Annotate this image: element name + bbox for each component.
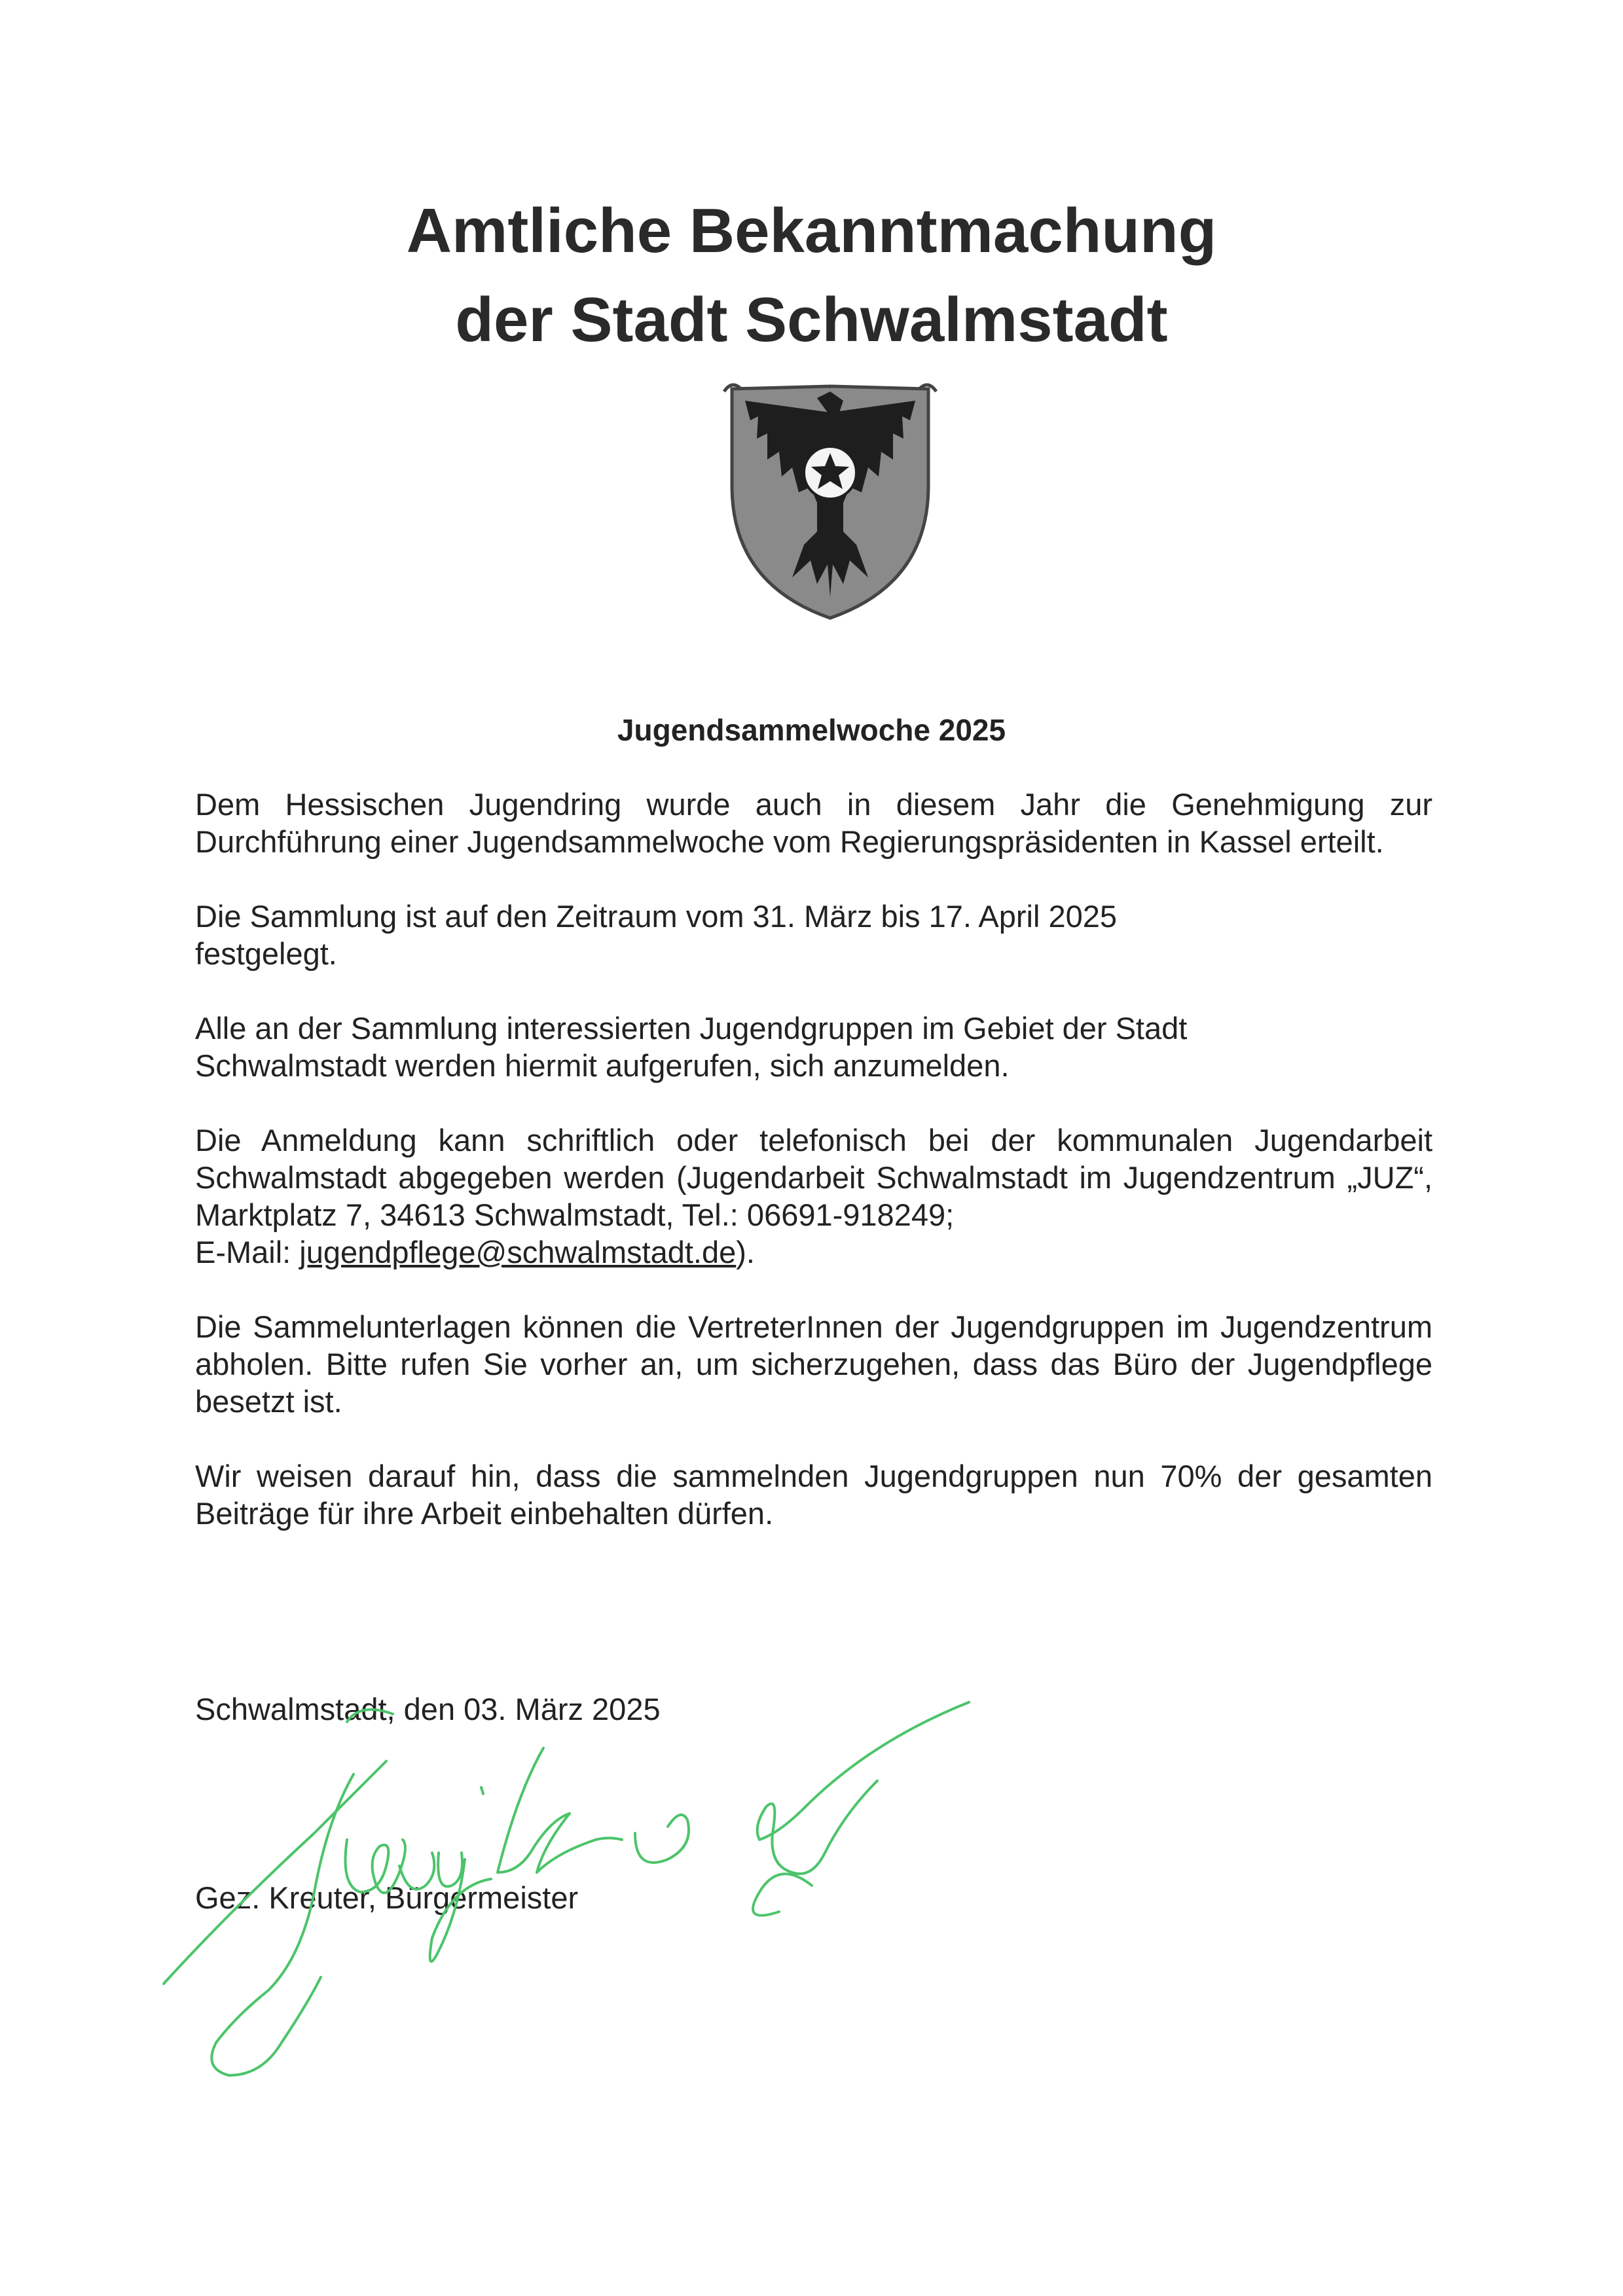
paragraph-registration (195, 1121, 1432, 1271)
paragraph-materials: Die Sammelunterlagen können die VertreterInnen der Jugendgruppen im Jugendzentrum abholen. Bitte rufen Sie vorher an, um sicherzugehen, dass das Büro der Jugendpflege besetzt ist. (195, 1309, 1432, 1419)
signatory: Gez. Kreuter, Bürgermeister (195, 1880, 579, 1915)
paragraph-call-line-2: Schwalmstadt werden hiermit aufgerufen, sich anzumelden. (195, 1048, 1010, 1083)
paragraph-period-line-2: festgelegt. (195, 936, 337, 971)
handwritten-signature (151, 1676, 989, 2082)
email-suffix: ). (736, 1235, 755, 1269)
paragraph-call (195, 1010, 1432, 1084)
paragraph-call-line-1: Alle an der Sammlung interessierten Jugendgruppen im Gebiet der Stadt (195, 1011, 1188, 1046)
paragraph-permission: Dem Hessischen Jugendring wurde auch in diesem Jahr die Genehmigung zur Durchführung einer Jugendsammelwoche vom Regierungspräsidenten in Kassel erteilt. (195, 787, 1432, 859)
title-line-2: der Stadt Schwalmstadt (455, 285, 1168, 355)
paragraph-share: Wir weisen darauf hin, dass die sammelnden Jugendgruppen nun 70% der gesamten Beiträge für ihre Arbeit einbehalten dürfen. (195, 1459, 1432, 1531)
email-link[interactable]: jugendpflege@schwalmstadt.de (299, 1235, 737, 1269)
paragraph-period-line-1: Die Sammlung ist auf den Zeitraum vom 31. März bis 17. April 2025 (195, 899, 1118, 934)
page-title (0, 187, 1623, 365)
paragraph-period (195, 898, 1432, 972)
registration-text: Die Anmeldung kann schriftlich oder telefonisch bei der kommunalen Jugendarbeit Schwalmstadt abgegeben werden (Jugendarbeit Schwalmstadt im Jugendzentrum „JUZ“, Marktplatz 7, 34613 Schwalmstadt, Tel.: 06691-918249; (195, 1123, 1432, 1232)
email-label: E-Mail: (195, 1235, 300, 1269)
title-line-1: Amtliche Bekanntmachung (406, 196, 1217, 266)
notice-subject: Jugendsammelwoche 2025 (617, 713, 1006, 747)
eagle-coat-of-arms-icon (719, 374, 941, 623)
notice-body (195, 786, 1432, 1532)
place-date: Schwalmstadt, den 03. März 2025 (195, 1692, 661, 1726)
